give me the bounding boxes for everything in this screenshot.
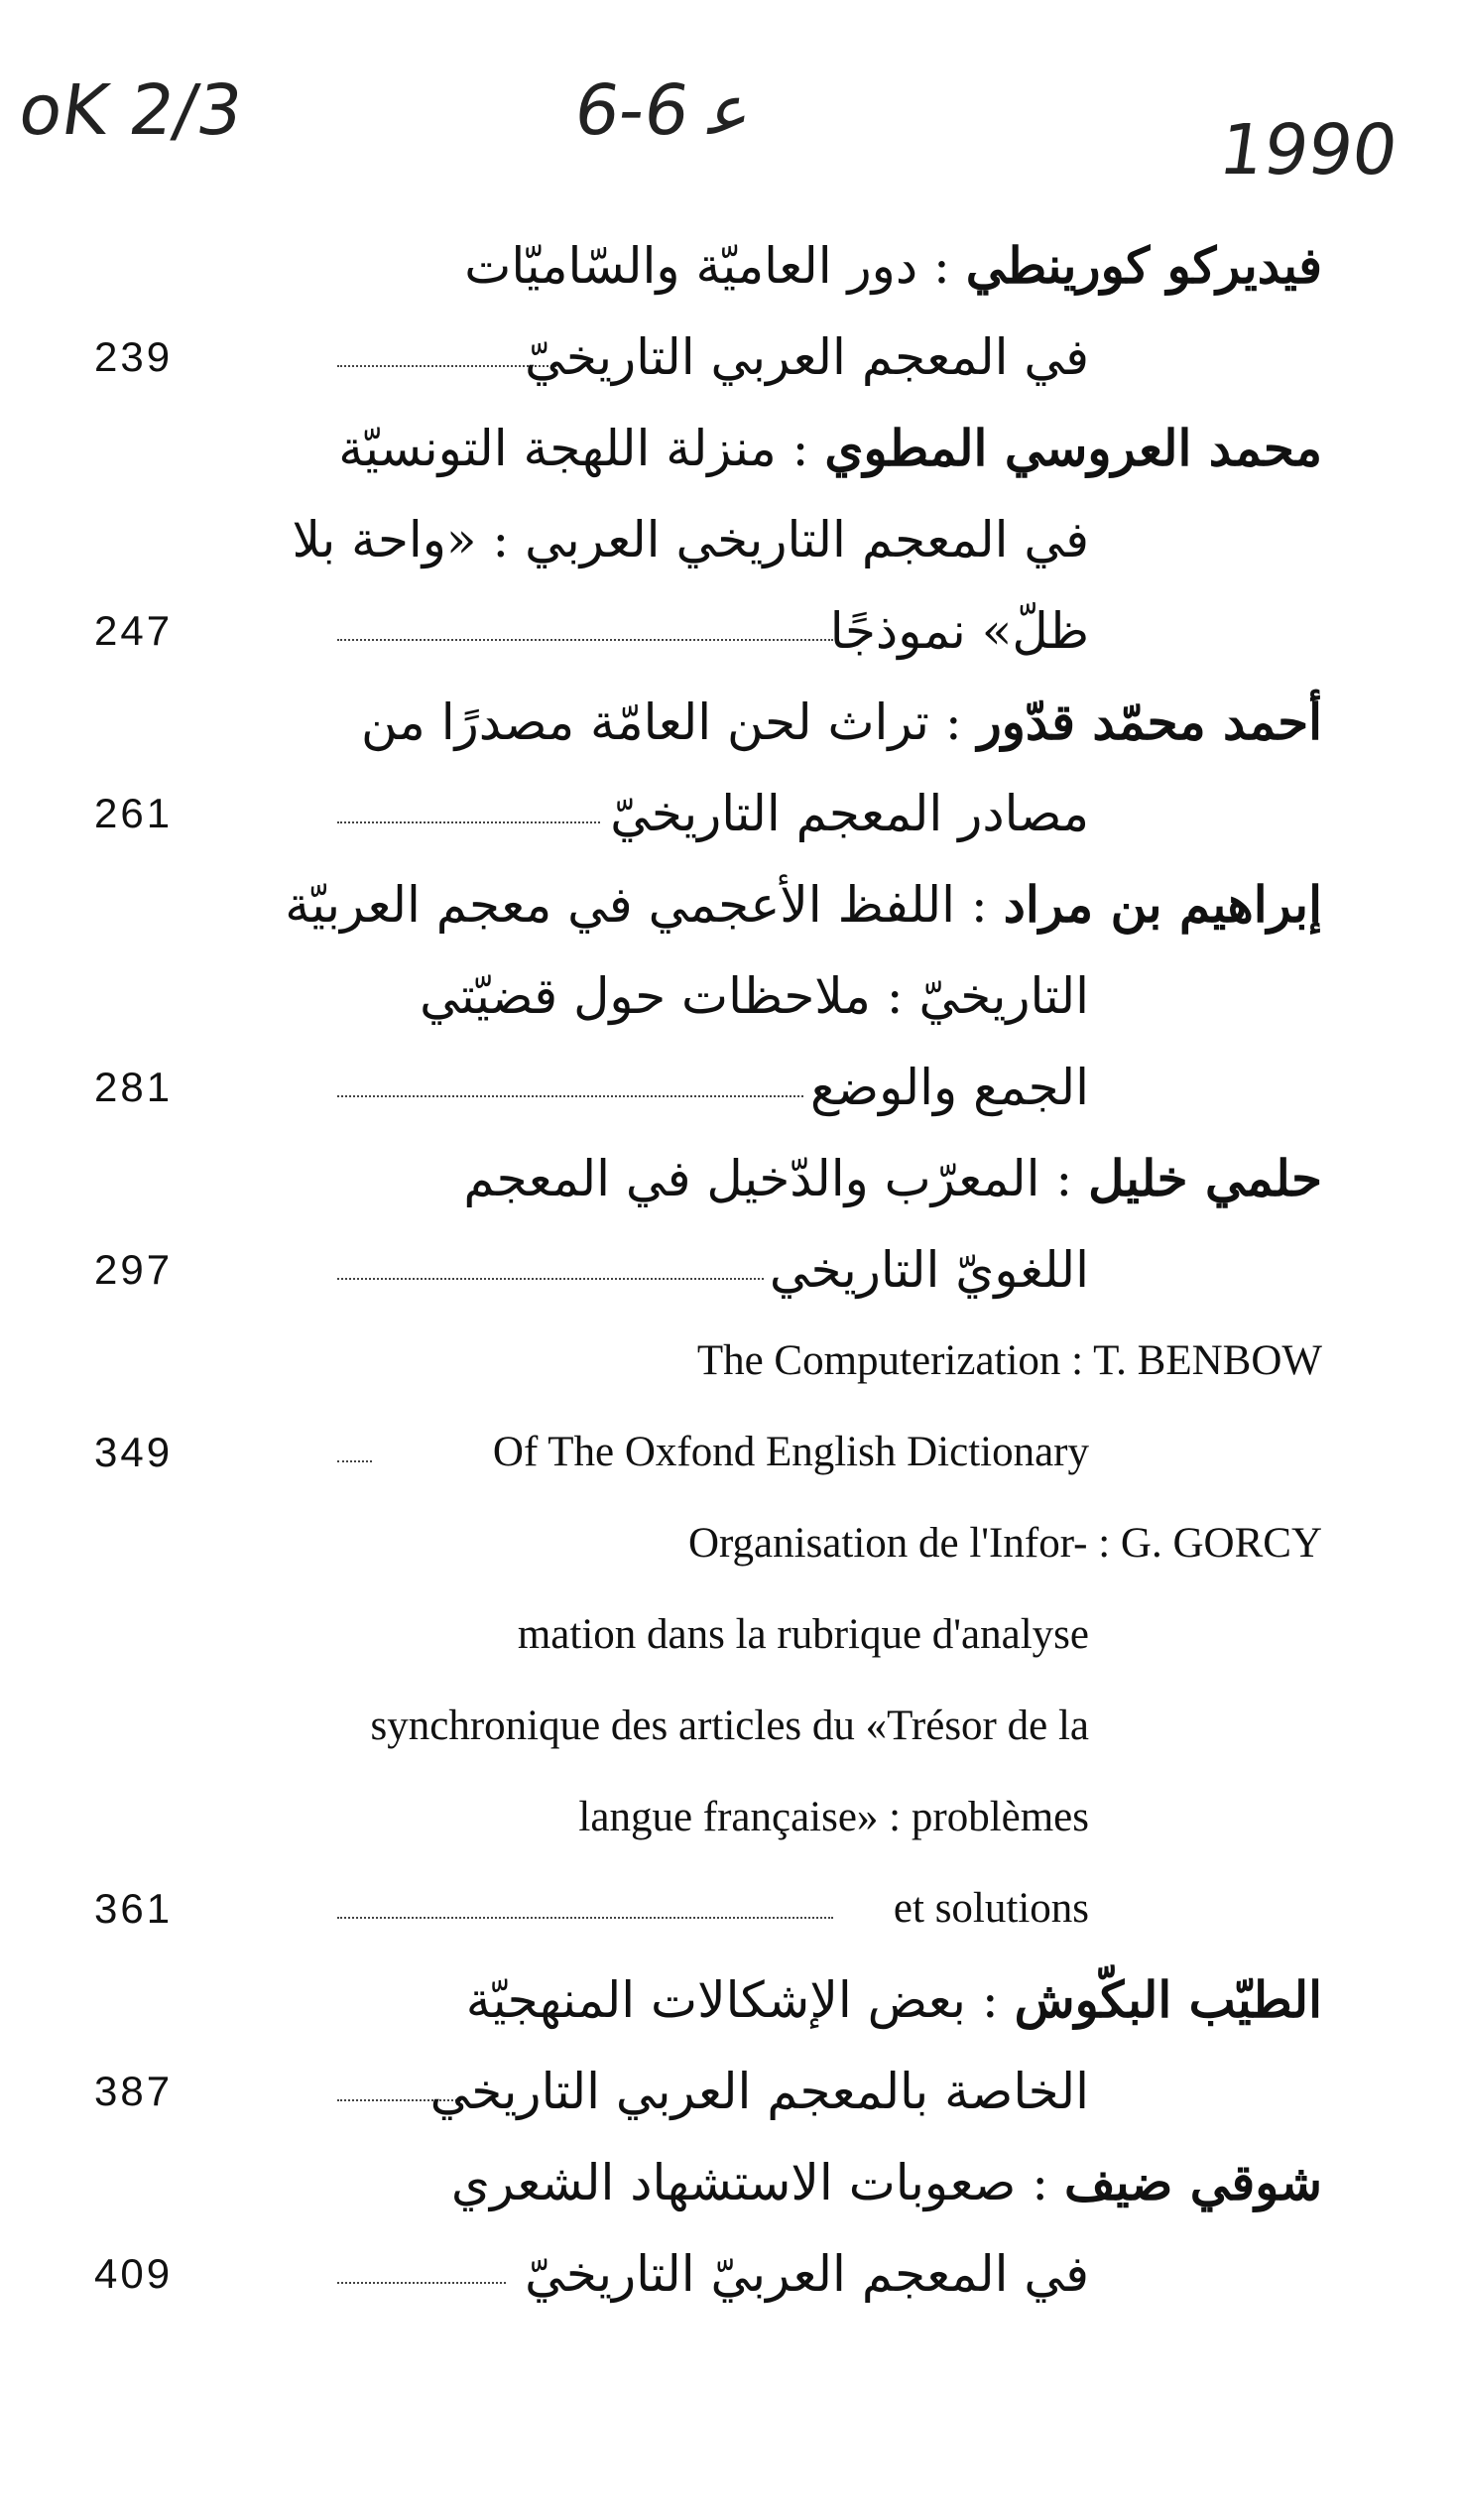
dot-leader	[337, 1095, 803, 1097]
entry-author: شوقي ضيف	[1063, 2153, 1322, 2211]
entry-title-continued: اللغويّ التاريخي	[769, 1241, 1089, 1299]
entry-heading-line: شوقي ضيف : صعوبات الاستشهاد الشعري	[450, 2153, 1322, 2211]
page-number: 247	[94, 607, 174, 654]
entry-author: محمد العروسي المطوي	[824, 419, 1322, 477]
entry-title: اللفظ الأعجمي في معجم العربيّة	[285, 876, 956, 934]
dot-leader	[337, 1460, 372, 1462]
entry-author: حلمي خليل	[1088, 1149, 1322, 1207]
toc-entry-heading	[0, 1139, 1461, 1218]
entry-heading-line: الطيّب البكّوش : بعض الإشكالات المنهجيّة	[465, 1970, 1322, 2029]
toc-entry-heading	[0, 1960, 1461, 2040]
entry-title-continued: مصادر المعجم التاريخيّ	[610, 785, 1089, 842]
entry-heading-line: أحمد محمّد قدّور : تراث لحن العامّة مصدرًا من	[360, 693, 1322, 751]
entry-title: تراث لحن العامّة مصدرًا من	[360, 693, 929, 751]
entry-title-continued: et solutions	[893, 1885, 1089, 1932]
entry-author: إبراهيم بن مراد	[1003, 875, 1322, 934]
entry-heading-line	[697, 1322, 1322, 1401]
entry-title: Organisation de l'Infor- :	[687, 1520, 1121, 1567]
toc-entry-line	[0, 1869, 1461, 1949]
toc-entry-line	[0, 1778, 1461, 1857]
entry-heading-line: إبراهيم بن مراد : اللفظ الأعجمي في معجم العربيّة	[285, 875, 1322, 934]
toc-entry-line	[0, 774, 1461, 853]
dot-leader	[337, 821, 600, 823]
toc-entry-line	[0, 1687, 1461, 1766]
entry-title-continued: في المعجم العربي التاريخيّ	[525, 328, 1089, 386]
page-number: 281	[94, 1064, 174, 1110]
entry-title: المعرّب والدّخيل في المعجم	[463, 1150, 1040, 1207]
page-number: 387	[94, 2068, 174, 2114]
entry-title: صعوبات الاستشهاد الشعري	[450, 2154, 1017, 2211]
entry-title-continued: mation dans la rubrique d'analyse	[517, 1611, 1089, 1658]
entry-title: منزلة اللهجة التونسيّة	[338, 420, 777, 477]
entry-author: الطيّب البكّوش	[1014, 1970, 1322, 2029]
entry-author: فيديركو كورينطي	[965, 236, 1322, 295]
page-number: 409	[94, 2250, 174, 2297]
toc-entry-line	[0, 956, 1461, 1036]
toc-entry-line	[0, 591, 1461, 671]
toc-entry-line	[0, 2234, 1461, 2314]
toc-entry-line	[0, 1595, 1461, 1675]
dot-leader	[337, 2282, 506, 2284]
toc-entry-heading	[0, 1504, 1461, 1583]
toc-entry-line	[0, 1230, 1461, 1310]
entry-heading-line: فيديركو كورينطي : دور العاميّة والسّاميّات	[464, 236, 1322, 295]
entry-title-continued: synchronique des articles du «Trésor de la	[370, 1702, 1089, 1749]
page-number: 239	[94, 333, 174, 380]
entry-title-continued: في المعجم التاريخي العربي : «واحة بلا	[292, 511, 1089, 568]
toc-entry-heading	[0, 226, 1461, 306]
entry-title: دور العاميّة والسّاميّات	[464, 237, 918, 295]
entry-author: T. BENBOW	[1093, 1337, 1322, 1384]
page-number: 349	[94, 1429, 174, 1475]
entry-heading-line: محمد العروسي المطوي : منزلة اللهجة التونسيّة	[338, 419, 1322, 477]
entry-title-continued: في المعجم العربيّ التاريخيّ	[525, 2245, 1089, 2303]
entry-title-continued: الجمع والوضع	[810, 1059, 1089, 1116]
entry-author: أحمد محمّد قدّور	[977, 693, 1322, 751]
dot-leader	[337, 639, 833, 641]
entry-author: G. GORCY	[1120, 1520, 1322, 1567]
toc-entry-line	[0, 1413, 1461, 1492]
handwritten-marks: ع‍ 6-6	[569, 69, 759, 151]
page-number: 261	[94, 790, 174, 836]
dot-leader	[337, 1278, 764, 1280]
handwritten-code: oK 2/3	[14, 69, 248, 151]
toc-entry-heading	[0, 683, 1461, 762]
toc-entry-heading	[0, 2143, 1461, 2222]
entry-title-continued: التاريخيّ : ملاحظات حول قضيّتي	[420, 967, 1089, 1025]
entry-title: The Computerization :	[696, 1337, 1094, 1384]
toc-entry-heading	[0, 409, 1461, 488]
toc-entry-heading	[0, 1322, 1461, 1401]
entry-title-continued: ظلّ» نموذجًا	[829, 602, 1089, 660]
toc-entry-line	[0, 1048, 1461, 1127]
dot-leader	[337, 1917, 833, 1919]
toc-entry-heading	[0, 865, 1461, 945]
toc-entry-line	[0, 317, 1461, 397]
entry-title-continued: Of The Oxfond English Dictionary	[492, 1429, 1089, 1475]
toc-entry-line	[0, 500, 1461, 579]
page-number: 297	[94, 1246, 174, 1293]
entry-title-continued: الخاصة بالمعجم العربي التاريخي	[429, 2063, 1089, 2120]
entry-title-continued: langue française» : problèmes	[578, 1794, 1089, 1840]
entry-heading-line: حلمي خليل : المعرّب والدّخيل في المعجم	[463, 1149, 1322, 1207]
entry-title: بعض الإشكالات المنهجيّة	[465, 1971, 966, 2029]
entry-heading-line	[688, 1504, 1322, 1583]
handwritten-year: 1990	[1214, 109, 1402, 190]
toc-entry-line	[0, 2052, 1461, 2131]
page-number: 361	[94, 1885, 174, 1932]
